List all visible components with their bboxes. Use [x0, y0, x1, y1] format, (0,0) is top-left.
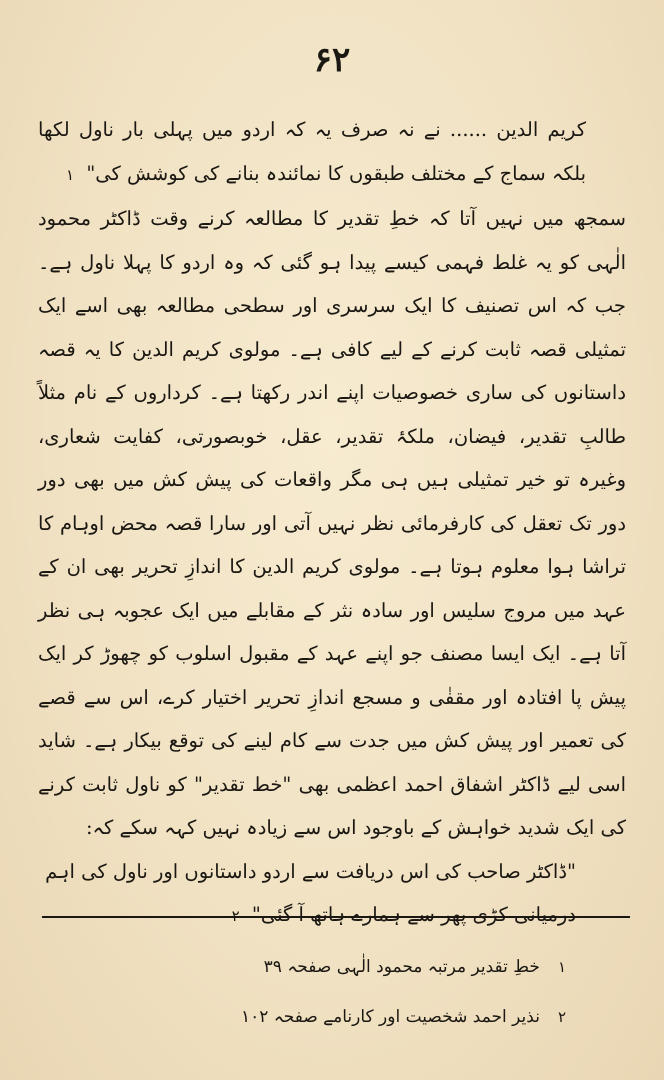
footnote-2 [38, 992, 626, 1042]
footnote-2-text: نذیر احمد شخصیت اور کارنامے صفحہ ۱۰۲ [241, 1007, 540, 1027]
closing-quote-text: "ڈاکٹر صاحب کی اس دریافت سے اردو داستانوں اور ناول کی اہم درمیانی کڑی پھر سے ہمارے ہاتھ آ گئی" [45, 859, 576, 926]
footnote-2-mark: ۲ [557, 1008, 566, 1026]
footnote-divider [42, 916, 630, 918]
footnotes [38, 942, 626, 1042]
opening-quote [38, 108, 626, 197]
opening-quote-text: کریم الدین ...... نے نہ صرف یہ کہ اردو میں پہلی بار ناول لکھا بلکہ سماج کے مختلف طبقوں کا نمائندہ بنانے کی کوشش کی" [38, 118, 586, 185]
footnote-1 [38, 942, 626, 992]
main-paragraph: سمجھ میں نہیں آتا کہ خطِ تقدیر کا مطالعہ کرنے وقت ڈاکٹر محمود الٰہی کو یہ غلط فہمی کیسے پیدا ہو گئی کہ وہ اردو کا پہلا ناول ہے۔ جب کہ اس تصنیف کا ایک سرسری اور سطحی مطالعہ بھی اسے ایک تمثیلی قصہ ثابت کرنے کے لیے کافی ہے۔ مولوی کریم الدین کا یہ قصہ داستانوں کی ساری خصوصیات اپنے اندر رکھتا ہے۔ کرداروں کے نام مثلاً طالبِ تقدیر، فیضان، ملکۂ تقدیر، عقل، خوبصورتی، کفایت شعاری، وغیرہ تو خیر تمثیلی ہیں ہی مگر واقعات کی پیش کش میں بھی دور دور تک تعقل کی کارفرمائی نظر نہیں آتی اور سارا قصہ محض اوہام کا تراشا ہوا معلوم ہوتا ہے۔ مولوی کریم الدین کا اندازِ تحریر بھی ان کے عہد میں مروج سلیس اور سادہ نثر کے مقابلے میں ایک عجوبہ ہی نظر آتا ہے۔ ایک ایسا مصنف جو اپنے عہد کے مقبول اسلوب کو چھوڑ کر ایک پیش پا افتادہ اور مقفٰی و مسجع اندازِ تحریر اختیار کرے، اس سے قصے کی تعمیر اور پیش کش میں جدت سے کام لینے کی توقع بیکار ہے۔ شاید اسی لیے ڈاکٹر اشفاق احمد اعظمی بھی "خط تقدیر" کو ناول ثابت کرنے کی ایک شدید خواہش کے باوجود اس سے زیادہ نہیں کہہ سکے کہ: [38, 207, 626, 839]
closing-quote-citation: ۲ [231, 907, 240, 925]
footnote-1-text: خطِ تقدیر مرتبہ محمود الٰہی صفحہ ۳۹ [263, 957, 540, 977]
body-text [38, 108, 626, 939]
footnote-1-mark: ۱ [557, 958, 566, 976]
closing-quote [38, 850, 626, 939]
page-number: ۶۲ [313, 40, 351, 80]
opening-quote-citation: ۱ [66, 165, 75, 184]
